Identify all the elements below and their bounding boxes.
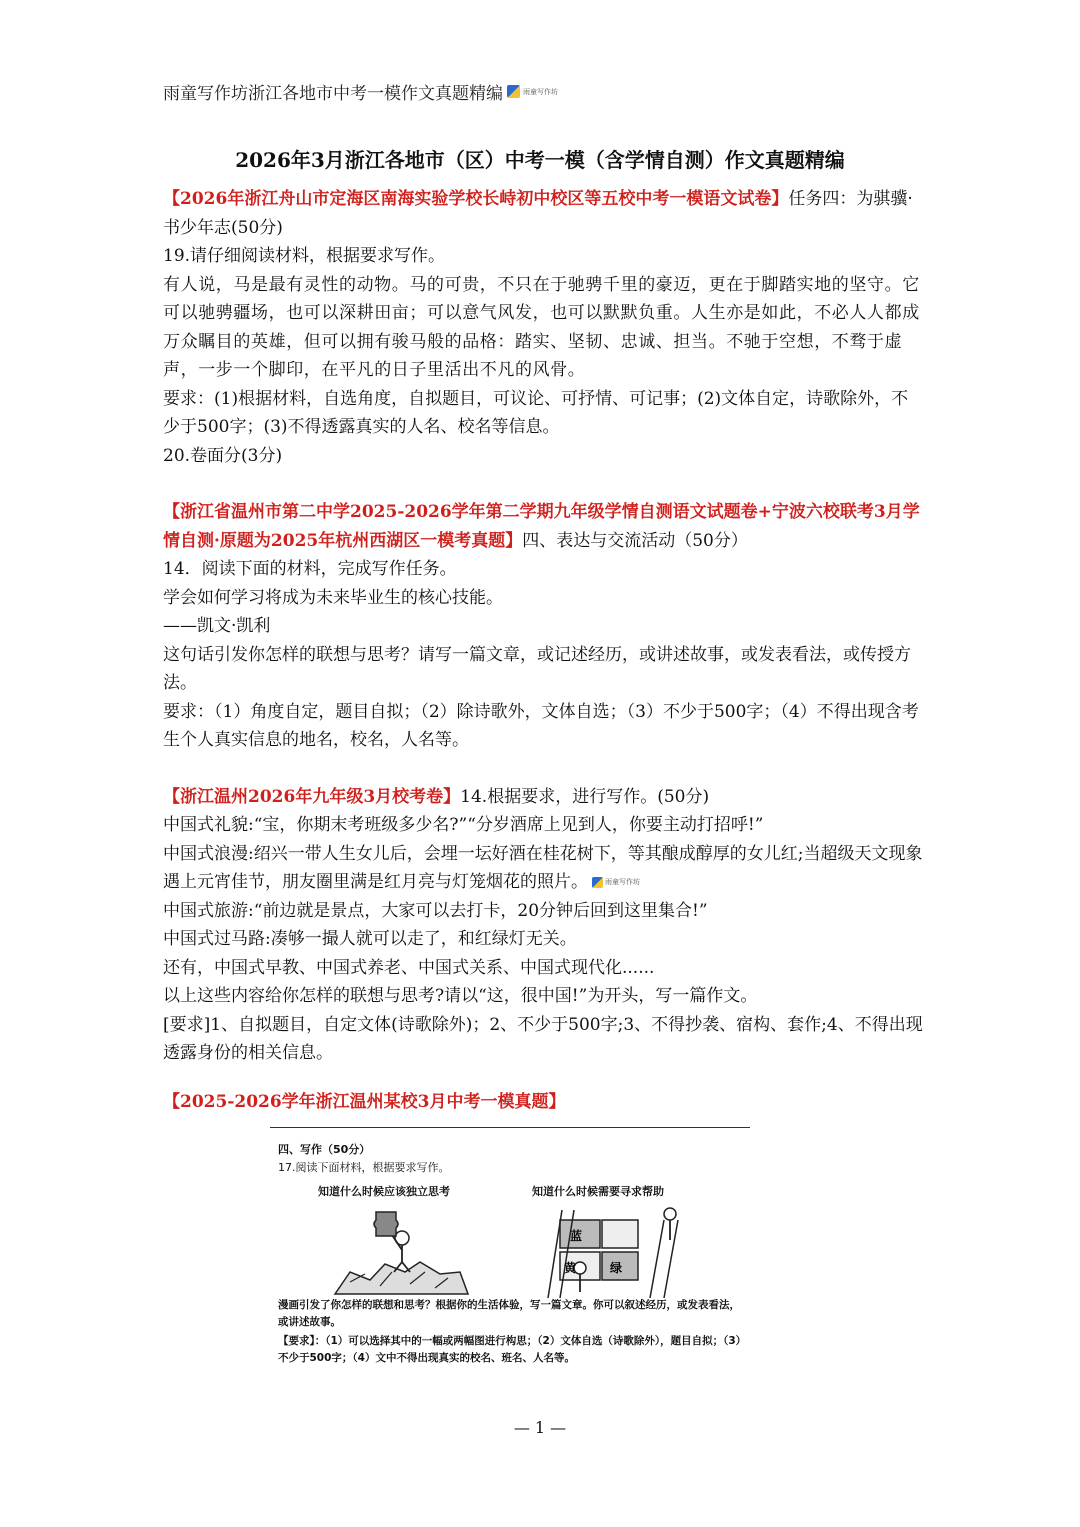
section-4-source: 【2025-2026学年浙江温州某校3月中考一模真题】 xyxy=(163,1091,566,1112)
section-3-heading xyxy=(163,783,923,812)
logo-text: 雨童写作坊 xyxy=(523,87,558,96)
puzzle-label: 黄 xyxy=(564,1261,577,1275)
section-1-line: 20.卷面分(3分) xyxy=(163,445,283,466)
cartoon-seeking-help xyxy=(540,1200,700,1300)
spacer xyxy=(163,1068,923,1088)
section-2-line: 14．阅读下面的材料，完成写作任务。 xyxy=(163,559,457,579)
main-content xyxy=(163,185,923,1116)
inline-logo xyxy=(592,868,640,897)
logo-icon xyxy=(507,85,520,98)
section-2-prompt: 这句话引发你怎样的联想与思考？请写一篇文章，或记述经历，或讲述故事，或发表看法，或传授方法。 xyxy=(163,644,911,693)
section-2-task: 四、表达与交流活动（50分） xyxy=(522,530,748,551)
cartoon-right-caption: 知道什么时候需要寻求帮助 xyxy=(532,1185,664,1198)
section-3-task: 14.根据要求，进行写作。(50分) xyxy=(460,786,710,807)
section-3-line: 中国式浪漫:绍兴一带人生女儿后，会埋一坛好酒在桂花树下，等其酿成醇厚的女儿红;当超级天文现象遇上元宵佳节，朋友圈里满是红月亮与灯笼烟花的照片。 雨童写作坊 xyxy=(163,840,923,897)
brand-logo xyxy=(507,85,558,98)
spacer xyxy=(163,470,923,498)
scan-top-rule xyxy=(270,1127,750,1128)
scan-instruction: 17.阅读下面材料，根据要求写作。 xyxy=(278,1161,450,1174)
section-1-requirement: 要求：(1)根据材料，自选角度，自拟题目，可议论、可抒情、可记事；(2)文体自定，诗歌除外，不少于500字；(3)不得透露真实的人名、校名等信息。 xyxy=(163,388,909,437)
scanned-exam-image xyxy=(270,1127,750,1372)
section-3-line: 中国式过马路:凑够一撮人就可以走了，和红绿灯无关。 xyxy=(163,929,577,950)
scan-heading: 四、写作（50分） xyxy=(278,1143,371,1156)
cartoon-thinking-alone xyxy=(330,1202,470,1297)
section-1-heading xyxy=(163,185,923,242)
section-2-source: 【浙江省温州市第二中学2025-2026学年第二学期九年级学情自测语文试题卷+宁波六校联考3月学情自测·原题为2025年杭州西湖区一模考真题】 xyxy=(163,502,920,551)
section-3-requirement: [要求]1、自拟题目，自定文体(诗歌除外)；2、不少于500字;3、不得抄袭、宿构、套作;4、不得出现透露身份的相关信息。 xyxy=(163,1014,923,1064)
section-3-line: 还有，中国式早教、中国式养老、中国式关系、中国式现代化...... xyxy=(163,957,655,978)
section-2-quote: 学会如何学习将成为未来毕业生的核心技能。 xyxy=(163,587,503,608)
section-1-task: 任务四：为骐骥·书少年志(50分) xyxy=(163,189,913,238)
logo-icon xyxy=(592,877,603,888)
section-3-source: 【浙江温州2026年九年级3月校考卷】 xyxy=(163,786,461,807)
section-2-requirement: 要求：（1）角度自定，题目自拟；（2）除诗歌外，文体自选；（3）不少于500字；（4）不得出现含考生个人真实信息的地名，校名，人名等。 xyxy=(163,701,919,750)
section-4-heading xyxy=(163,1088,923,1117)
section-1-material: 有人说，马是最有灵性的动物。马的可贵，不只在于驰骋千里的豪迈，更在于脚踏实地的坚守。它可以驰骋疆场，也可以深耕田亩；可以意气风发，也可以默默负重。人生亦是如此，不必人人都成万众瞩目的英雄，但可以拥有骏马般的品格：踏实、坚韧、忠诚、担当。不驰于空想，不骛于虚声，一步一个脚印，在平凡的日子里活出不凡的风骨。 xyxy=(163,274,920,380)
scan-requirement: 【要求】：（1）可以选择其中的一幅或两幅图进行构思；（2）文体自选（诗歌除外），题目自拟；（3）不少于500字；（4）文中不得出现真实的校名、班名、人名等。 xyxy=(278,1335,747,1364)
scan-paragraph: 漫画引发了你怎样的联想和思考？根据你的生活体验，写一篇文章。你可以叙述经历，或发表看法，或讲述故事。 xyxy=(278,1299,740,1328)
puzzle-label: 绿 xyxy=(610,1261,623,1275)
puzzle-label: 蓝 xyxy=(570,1229,583,1243)
page-number: — 1 — xyxy=(513,1418,567,1437)
spacer xyxy=(163,755,923,783)
logo-text: 雨童写作坊 xyxy=(605,878,640,887)
section-3-line: 中国式旅游:“前边就是景点，大家可以去打卡，20分钟后回到这里集合!” xyxy=(163,900,708,921)
section-2-attribution: ——凯文·凯利 xyxy=(163,616,271,636)
page-title: 2026年3月浙江各地市（区）中考一模（含学情自测）作文真题精编 xyxy=(235,148,845,172)
section-1-source: 【2026年浙江舟山市定海区南海实验学校长峙初中校区等五校中考一模语文试卷】 xyxy=(163,189,789,209)
section-3-prompt: 以上这些内容给你怎样的联想与思考?请以“这，很中国!”为开头，写一篇作文。 xyxy=(163,986,758,1007)
running-header xyxy=(163,79,558,104)
section-1-line: 19.请仔细阅读材料，根据要求写作。 xyxy=(163,246,446,266)
cartoon-left-caption: 知道什么时候应该独立思考 xyxy=(318,1185,450,1198)
section-3-line: 中国式礼貌:“宝，你期末考班级多少名?”“分岁酒席上见到人，你要主动打招呼!” xyxy=(163,815,764,835)
section-2-heading xyxy=(163,498,923,555)
header-text: 雨童写作坊浙江各地市中考一模作文真题精编 xyxy=(163,84,503,104)
